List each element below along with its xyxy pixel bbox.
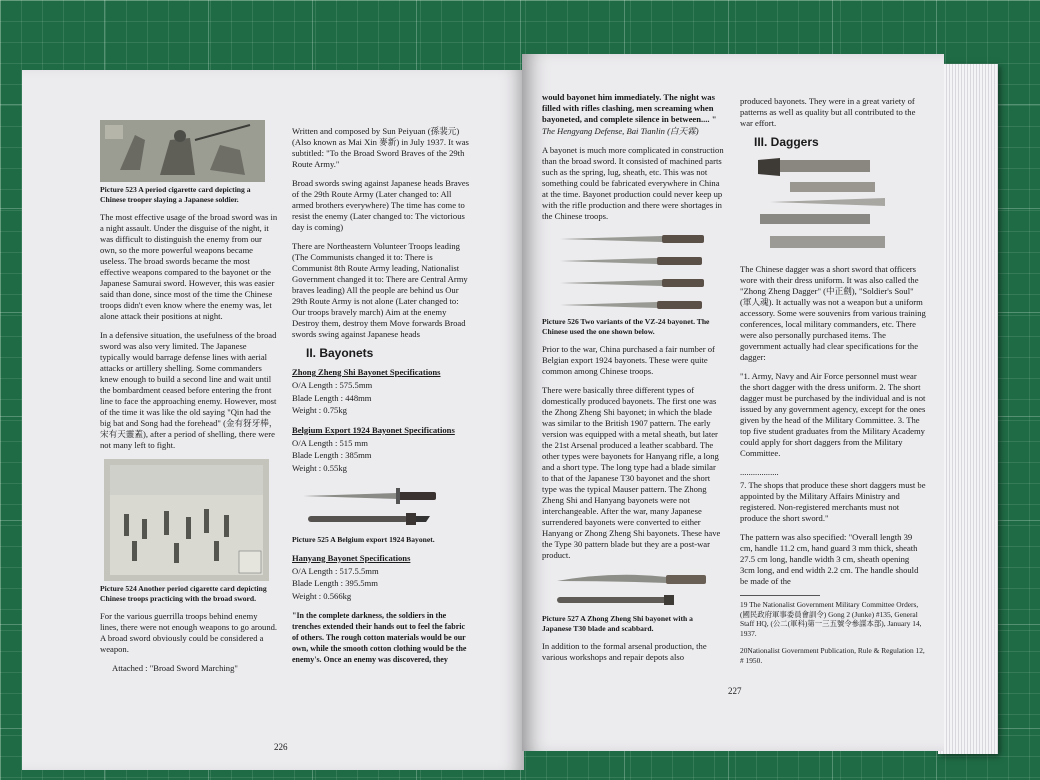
right-col-1 <box>542 92 724 671</box>
left-page <box>22 70 524 770</box>
section-heading-bayonets: II. Bayonets <box>306 346 374 360</box>
spec-list <box>292 437 470 475</box>
paragraph: In addition to the formal arsenal production, the various workshops and repair depots also <box>542 641 707 662</box>
paragraph: .................. <box>740 467 779 477</box>
caption-523: Picture 523 A period cigarette card depicting a Chinese trooper slaying a Japanese soldier. <box>100 185 251 204</box>
footnote: 19 The Nationalist Government Military Committee Orders, (國民政府軍事委員會訓令) Gong 2 (Junke) #135, General Staff HQ, (公二(軍科)第一三五號令參謀本部), January 14, 1937. <box>740 600 922 638</box>
paragraph: Written and composed by Sun Peiyuan (孫裴元) (Also known as Mai Xin 麥新) in July 1937. It was subtitled: "To the Broad Sword Braves of the 29th Route Army." <box>292 126 469 169</box>
caption-526: Picture 526 Two variants of the VZ-24 bayonet. The Chinese used the one shown below. <box>542 317 710 336</box>
paragraph: Attached : "Broad Sword Marching" <box>112 663 238 673</box>
section-heading-daggers: III. Daggers <box>754 135 819 149</box>
paragraph: A bayonet is much more complicated in construction than the broad sword. It consisted of machined parts such as the spring, lug, sheath, etc. This was not something could be fabricated everywhere in China at the time. Bayonet production could never keep up with the rifle production and there were shortages in the Chinese troops. <box>542 145 724 221</box>
paragraph: 7. The shops that produce these short daggers must be appointed by the Military Affairs Ministry and registered. Non-registered merchants must not produce the short sword." <box>740 480 926 523</box>
bayonet-image-525 <box>298 482 448 532</box>
spec-list <box>292 379 470 417</box>
spec-title: Zhong Zheng Shi Bayonet Specifications <box>292 367 441 377</box>
spec-line: Blade Length : 385mm <box>292 450 372 460</box>
page-number: 227 <box>728 686 742 696</box>
footnote: 20Nationalist Government Publication, Rule & Regulation 12, # 1950. <box>740 646 925 665</box>
caption-525: Picture 525 A Belgium export 1924 Bayonet. <box>292 535 435 544</box>
footnote-divider <box>740 595 820 596</box>
left-col-1 <box>100 120 278 682</box>
quote-source: The Hengyang Defense, Bai Tianlin (白天霖) <box>542 126 699 136</box>
page-number: 226 <box>274 742 288 752</box>
caption-524: Picture 524 Another period cigarette card depicting Chinese troops practicing with the broad sword. <box>100 584 267 603</box>
page-stack-edge <box>938 64 998 754</box>
right-col-2 <box>740 96 926 673</box>
paragraph: The Chinese dagger was a short sword that officers wore with their dress uniform. It was also called the "Zhong Zheng Dagger" (中正劍), "Soldier's Soul" (軍人魂). It actually was not a weapon but a uniform accessory. Some were souvenirs from various training conferences, local military commanders, etc. There were also personally purchased items. The government actually had clear specifications for the dagger: <box>740 264 926 362</box>
paragraph: Broad swords swing against Japanese heads Braves of the 29th Route Army (Later changed to: All armed brothers everywhere) The time has come to resist the enemy (Later changed to: The victorious day is coming) <box>292 178 470 232</box>
paragraph: Prior to the war, China purchased a fair number of Belgian export 1924 bayonets. These were quite common among Chinese troops. <box>542 344 715 376</box>
spec-line: Blade Length : 395.5mm <box>292 578 378 588</box>
spec-line: Weight : 0.566kg <box>292 590 352 601</box>
dagger-image <box>750 156 900 252</box>
paragraph: The most effective usage of the broad sword was in a night assault. Under the disguise of the night, it was difficult to distinguish the enemy from our own, so the more powerful weapons became useless. The broad swords became the most effective weapons compared to the bayonet or the Japanese Samurai sword. However, this was easier said than done, since most of the time the Chinese troops didn't even know where the enemy was, let alone attack their positions at night. <box>100 212 278 321</box>
spec-line: O/A Length : 575.5mm <box>292 380 373 390</box>
paragraph: produced bayonets. They were in a great variety of patterns as well as quality but all contributed to the war effort. <box>740 96 916 128</box>
bayonet-image-527 <box>552 569 722 611</box>
paragraph: There were basically three different types of domestically produced bayonets. The first one was the Zhong Zheng Shi bayonet; in which the blade was similar to the British 1907 pattern. The early version was equipped with a metal sheath, but later the 21st Arsenal produced a leather scabbard. The other types were bayonets for Hanyang rifle, a long and a short type. The long type had a blade similar to that of the Japanese T30 bayonet and the short type was the typical Mauser pattern. The Zhong Zheng Shi and Hanyang bayonets were not interchangeable. After the war, many Japanese surrendered bayonets were converted to either Hanyang or Zhong Zheng Shi bayonets. These have the Type 30 pattern blade but they are a post-war product. <box>542 385 721 560</box>
bayonet-image-526 <box>552 230 722 314</box>
paragraph: For the various guerrilla troops behind enemy lines, there were not enough weapons to go around. A broad sword obviously could be considered a weapon. <box>100 611 278 654</box>
spec-line: O/A Length : 515 mm <box>292 437 368 448</box>
caption-527: Picture 527 A Zhong Zheng Shi bayonet with a Japanese T30 blade and scabbard. <box>542 614 693 633</box>
left-col-2 <box>292 126 470 673</box>
paragraph: The pattern was also specified: "Overall length 39 cm, handle 11.2 cm, hand guard 3 mm thick, sheath 27.5 cm long, handle width 3 cm, sheath opening 3cm long, and end width 2.2 cm. The handle should be made of the <box>740 532 919 586</box>
spec-line: Weight : 0.75kg <box>292 405 347 415</box>
spec-title: Belgium Export 1924 Bayonet Specifications <box>292 424 455 435</box>
paragraph: There are Northeastern Volunteer Troops leading (The Communists changed it to: There is Communist 8th Route Army leading, Nationalist Government changed it to: There are Central Army braves leading) All the people are behind us Our 29th Route Army is not alone (Later changed to: Our troops bravely march) Aim at the enemy Destroy them, destroy them Move forwards Broad swords swing against Japanese heads <box>292 241 468 339</box>
cigarette-card-image-524 <box>104 459 269 581</box>
quote-continuation: would bayonet him immediately. The night was filled with rifles clashing, men screaming when bayoneted, and complete silence in between.... " <box>542 92 717 124</box>
spec-line: Weight : 0.55kg <box>292 462 347 473</box>
spec-line: O/A Length : 517.5.5mm <box>292 565 379 576</box>
right-page <box>522 54 944 751</box>
cigarette-card-image-523 <box>100 120 265 182</box>
quote-block: "In the complete darkness, the soldiers in the trenches extended their hands out to feel the fabric of others. The rough cotton materials would be our own, while the smooth cotton clothing would be the enemy's. Once an enemy was discovered, they <box>292 611 467 664</box>
spec-line: Blade Length : 448mm <box>292 392 372 403</box>
paragraph: "1. Army, Navy and Air Force personnel must wear the short dagger with the dress uniform. 2. The short dagger must be purchased by the individual and is not issued by any government agency, except for the ones given by the head of the Military Committee. 3. The top five student graduates from the Military Academy could apply for short daggers from the Military Committee. <box>740 371 926 458</box>
spec-list <box>292 565 470 603</box>
spec-title: Hanyang Bayonet Specifications <box>292 552 411 563</box>
paragraph: In a defensive situation, the usefulness of the broad sword was also very limited. The Japanese typically would barrage defense lines with aerial attacks or artillery shelling. Some commanders knew enough to build a second line and wait until the bombardment ceased before entering the front line to face the approaching enemy. However, most of the time it was like the old saying "Qin had the big bat and Song had the forehead" (金有犽牙棒，宋有天靈蓋), after a period of shelling, there were not many left to fight. <box>100 330 278 450</box>
